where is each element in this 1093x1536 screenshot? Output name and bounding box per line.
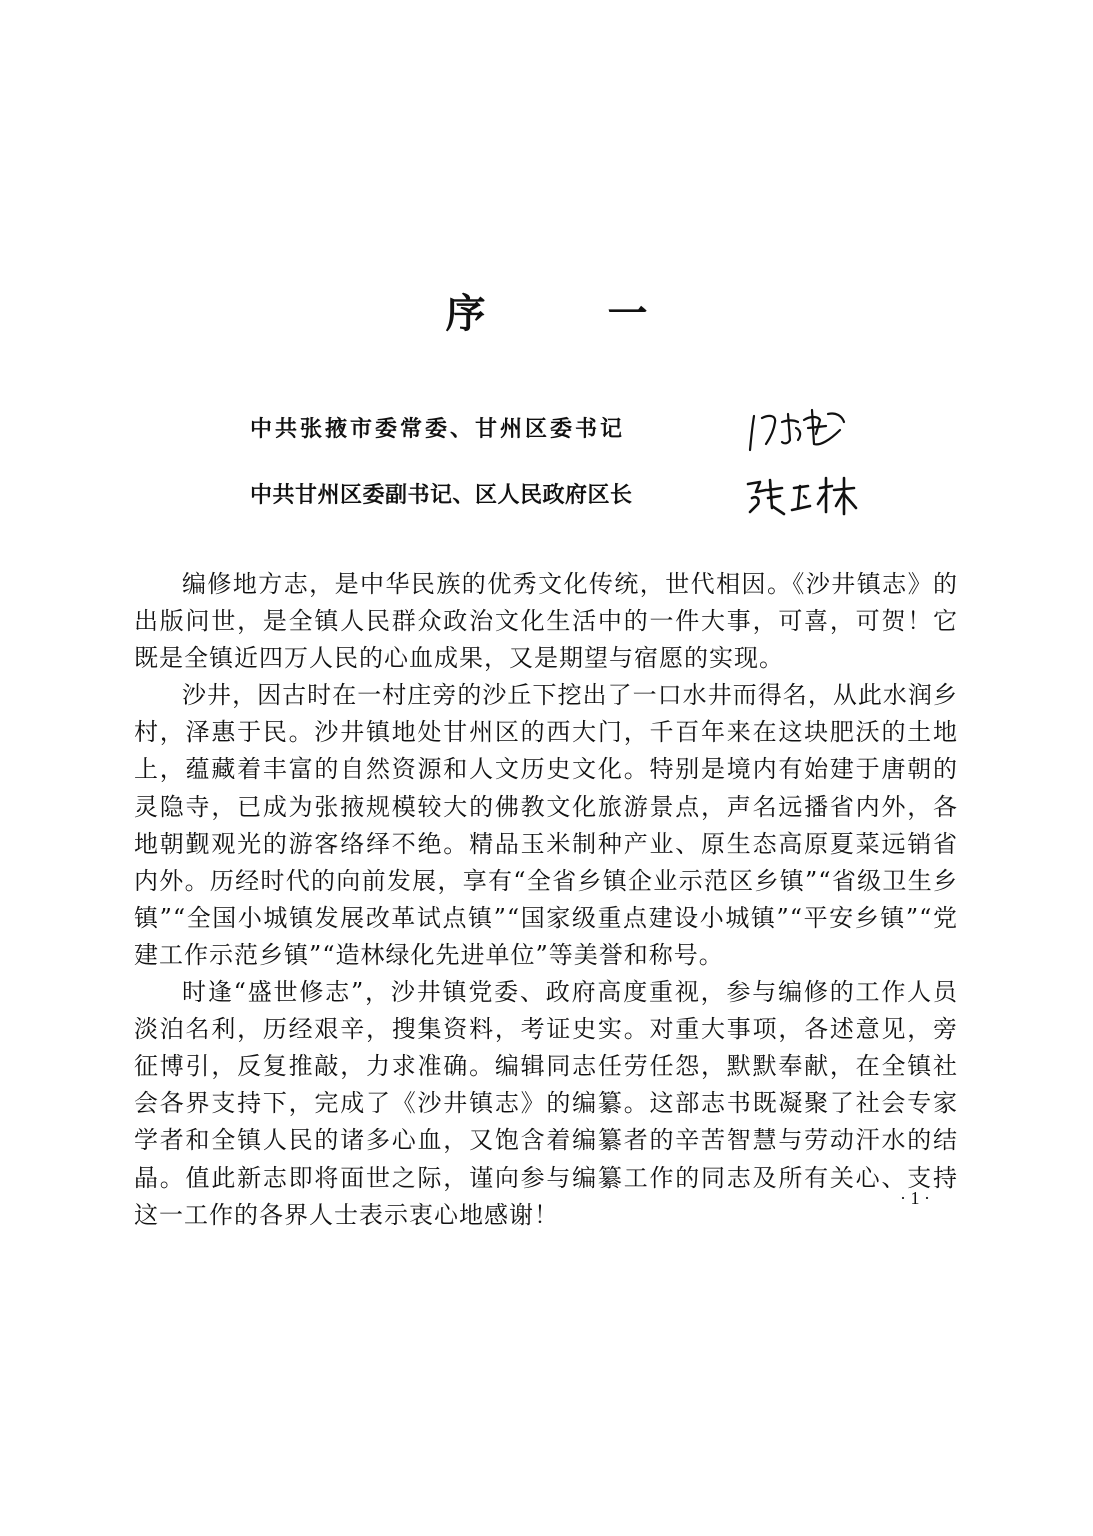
byline-2-position: 中共甘州区委副书记、区人民政府区长 xyxy=(250,482,633,508)
preface-body xyxy=(134,566,958,1234)
title-char-2: 一 xyxy=(607,291,648,337)
paragraph-3: 时逢“盛世修志”，沙井镇党委、政府高度重视，参与编修的工作人员淡泊名利，历经艰辛，搜集资料，考证史实。对重大事项，各述意见，旁征博引，反复推敲，力求准确。编辑同志任劳任怨，默默奉献，在全镇社会各界支持下，完成了《沙井镇志》的编纂。这部志书既凝聚了社会专家学者和全镇人民的诸多心血，又饱含着编纂者的辛苦智慧与劳动汗水的结晶。值此新志即将面世之际，谨向参与编纂工作的同志及所有关心、支持这一工作的各界人士表示衷心地感谢！ xyxy=(134,978,958,1229)
page-number: · 1 · xyxy=(900,1188,930,1208)
signature-1 xyxy=(744,400,856,456)
title-gap xyxy=(486,284,608,344)
page-title xyxy=(0,284,1093,344)
byline-1-position: 中共张掖市委常委、甘州区委书记 xyxy=(250,416,626,442)
paragraph-1: 编修地方志，是中华民族的优秀文化传统，世代相因。《沙井镇志》的出版问世，是全镇人民群众政治文化生活中的一件大事，可喜，可贺！它既是全镇近四万人民的心血成果，又是期望与宿愿的实现。 xyxy=(134,570,958,673)
title-char-1: 序 xyxy=(445,291,486,337)
paragraph-2: 沙井，因古时在一村庄旁的沙丘下挖出了一口水井而得名，从此水润乡村，泽惠于民。沙井镇地处甘州区的西大门，千百年来在这块肥沃的土地上，蕴藏着丰富的自然资源和人文历史文化。特别是境内有始建于唐朝的灵隐寺，已成为张掖规模较大的佛教文化旅游景点，声名远播省内外，各地朝觐观光的游客络绎不绝。精品玉米制种产业、原生态高原夏菜远销省内外。历经时代的向前发展，享有“全省乡镇企业示范区乡镇”“省级卫生乡镇”“全国小城镇发展改革试点镇”“国家级重点建设小城镇”“平安乡镇”“党建工作示范乡镇”“造林绿化先进单位”等美誉和称号。 xyxy=(134,681,958,969)
signature-2 xyxy=(742,472,862,520)
